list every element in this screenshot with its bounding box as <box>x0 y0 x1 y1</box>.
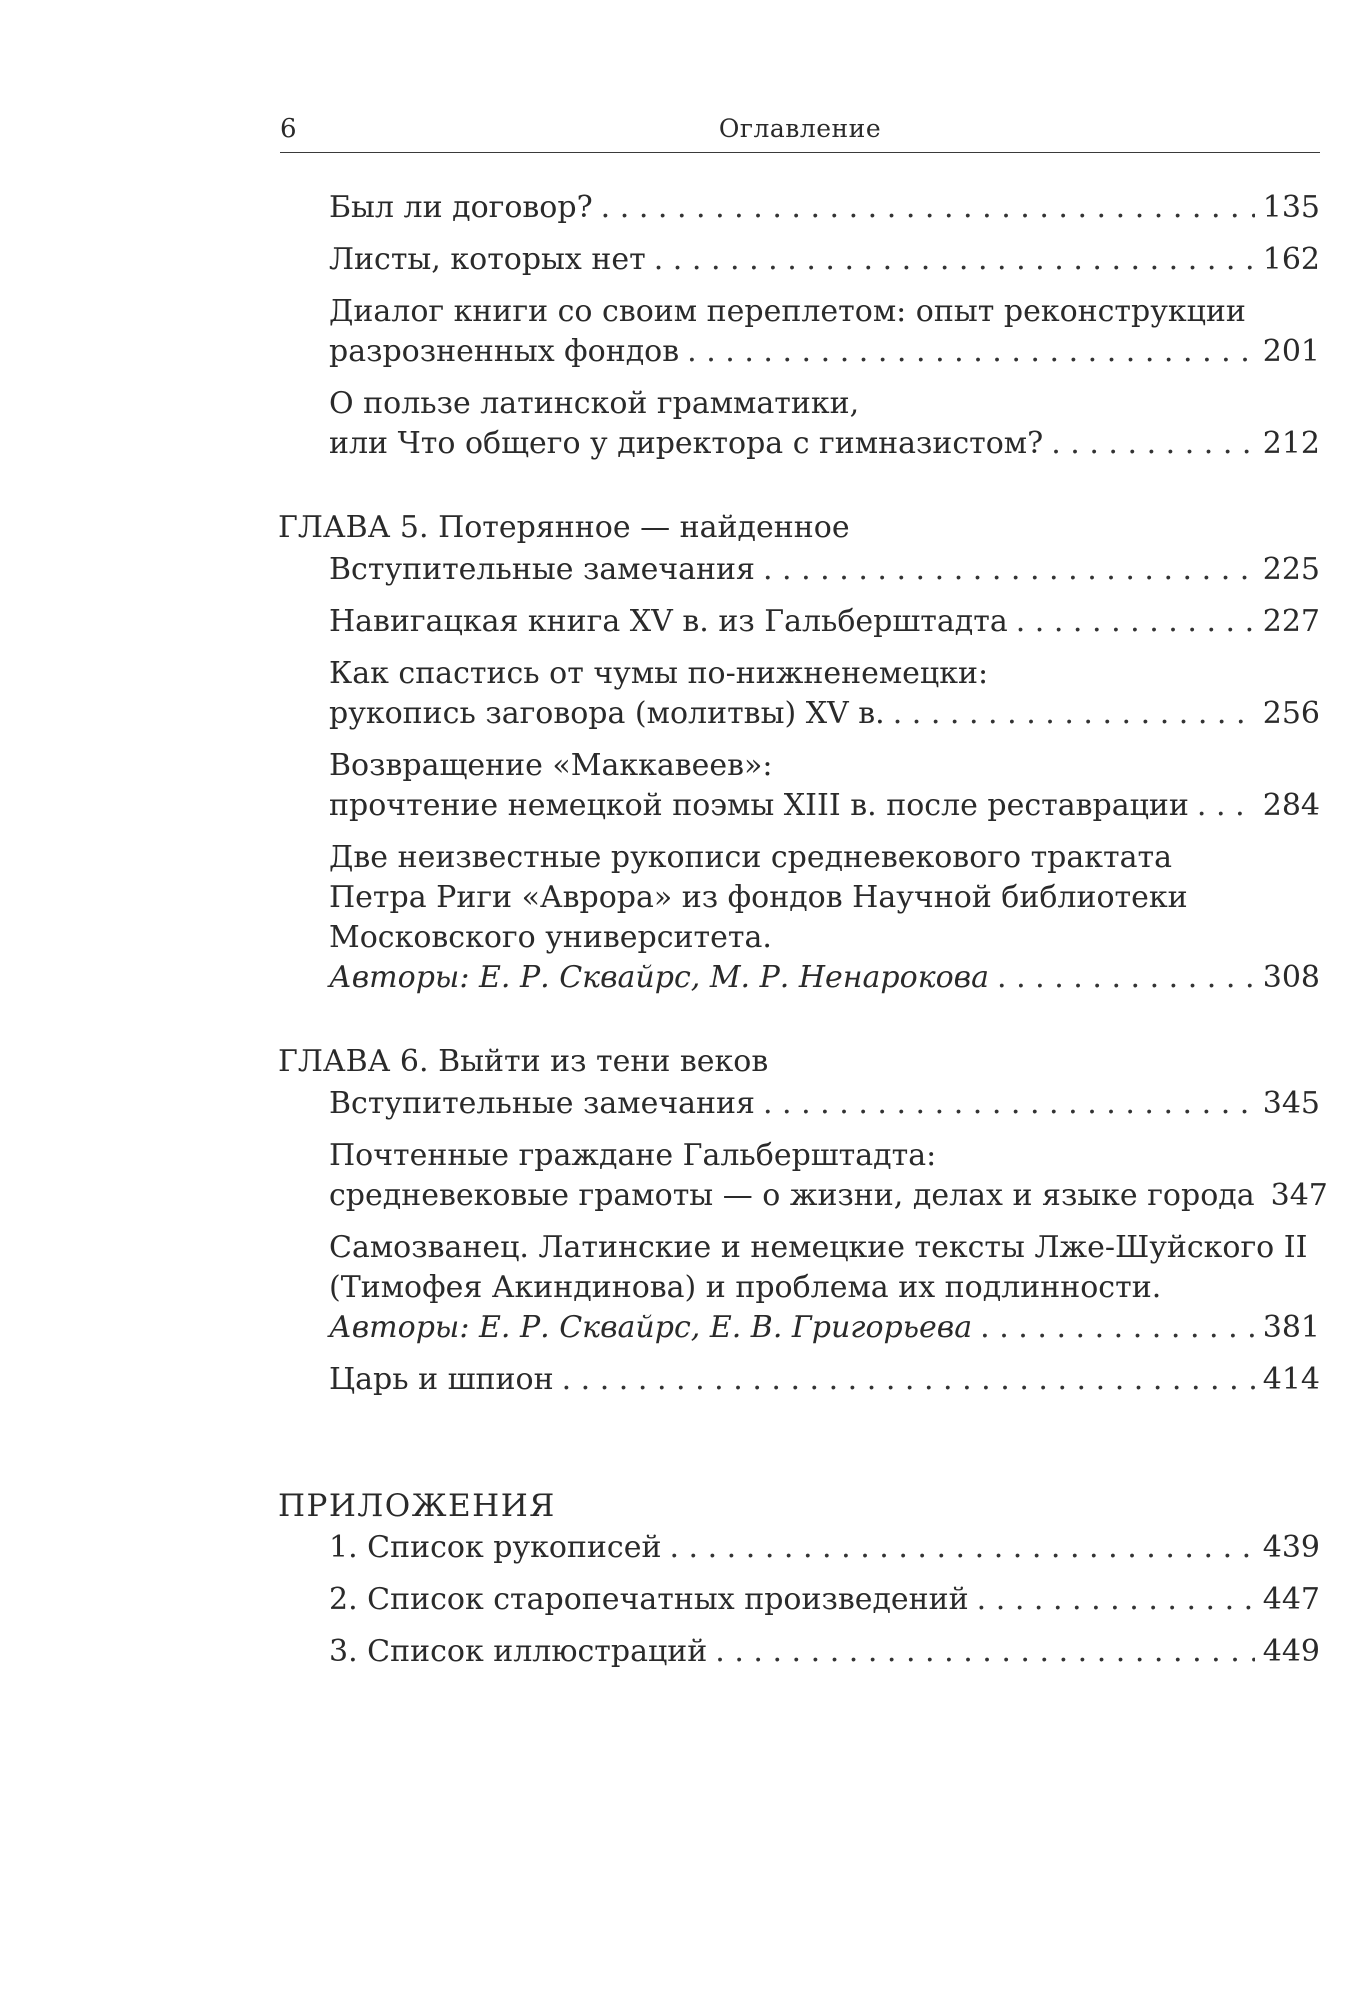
toc-entry-page-number: 449 <box>1262 1634 1320 1669</box>
dot-leader <box>1051 424 1255 464</box>
toc-section <box>278 1486 1320 1672</box>
toc-entry-title-line: Две неизвестные рукописи средневекового трактата <box>329 840 1172 875</box>
toc-entry[interactable] <box>329 1360 1320 1400</box>
toc-entry-leader-line <box>329 240 1320 280</box>
toc-entry-title: 3. Список иллюстраций <box>329 1634 708 1669</box>
toc-entry-title: Был ли договор? <box>329 190 593 225</box>
toc-entry-title: 2. Список старопечатных произведений <box>329 1582 969 1617</box>
toc-entry-page-number: 256 <box>1262 696 1320 731</box>
dot-leader <box>763 550 1255 590</box>
toc-entry-page-number: 284 <box>1262 788 1320 823</box>
toc-entry-title: Навигацкая книга XV в. из Гальберштадта <box>329 604 1008 639</box>
toc-entry-leader-line <box>329 1580 1320 1620</box>
dot-leader <box>1016 602 1255 642</box>
section-heading: ГЛАВА 6. Выйти из тени веков <box>278 1044 769 1079</box>
toc-entry-title-line: Самозванец. Латинские и немецкие тексты Лже-Шуйского II <box>329 1230 1308 1265</box>
toc-entry-page-number: 447 <box>1262 1582 1320 1617</box>
section-heading: ПРИЛОЖЕНИЯ <box>278 1488 556 1524</box>
toc-entry-leader-line <box>329 786 1320 826</box>
dot-leader <box>977 1580 1255 1620</box>
toc-entry-page-number: 227 <box>1262 604 1320 639</box>
toc-section <box>278 188 1320 464</box>
toc-entry-title: Вступительные замечания <box>329 552 755 587</box>
toc-entry[interactable] <box>329 746 1320 826</box>
toc-entry-title: или Что общего у директора с гимназистом? <box>329 426 1044 461</box>
toc-section <box>278 1042 1328 1400</box>
toc-entry-page-number: 414 <box>1262 1362 1320 1397</box>
toc-entry-leader-line <box>329 550 1320 590</box>
toc-entry-page-number: 345 <box>1262 1086 1320 1121</box>
toc-entry-title: Царь и шпион <box>329 1362 554 1397</box>
toc-entry-page-number: 381 <box>1262 1310 1320 1345</box>
toc-entry-title: 1. Список рукописей <box>329 1530 662 1565</box>
toc-entry[interactable] <box>329 838 1320 998</box>
toc-entry-leader-line <box>329 1308 1320 1348</box>
table-of-contents <box>278 188 1328 1684</box>
toc-entry[interactable] <box>329 292 1320 372</box>
toc-entry-page-number: 201 <box>1262 334 1320 369</box>
toc-entry-page-number: 439 <box>1262 1530 1320 1565</box>
toc-entry-page-number: 212 <box>1262 426 1320 461</box>
dot-leader <box>763 1084 1255 1124</box>
dot-leader <box>1197 786 1255 826</box>
toc-entry-leader-line <box>329 1528 1320 1568</box>
toc-entry-page-number: 162 <box>1262 242 1320 277</box>
toc-entry-page-number: 347 <box>1270 1178 1328 1213</box>
dot-leader <box>601 188 1255 228</box>
toc-entry[interactable] <box>329 384 1320 464</box>
toc-entry-page-number: 135 <box>1262 190 1320 225</box>
toc-entry[interactable] <box>329 602 1320 642</box>
toc-entry-title: рукопись заговора (молитвы) XV в. <box>329 696 885 731</box>
toc-entry[interactable] <box>329 550 1320 590</box>
toc-entry-leader-line <box>329 188 1320 228</box>
page-title: Оглавление <box>718 114 882 143</box>
toc-entry-leader-line <box>329 332 1320 372</box>
toc-entry-leader-line <box>329 1176 1328 1216</box>
toc-entry-leader-line <box>329 1632 1320 1672</box>
toc-entry-leader-line <box>329 958 1320 998</box>
toc-entry-title: Вступительные замечания <box>329 1086 755 1121</box>
dot-leader <box>669 1528 1254 1568</box>
dot-leader <box>893 694 1255 734</box>
toc-entry[interactable] <box>329 1580 1320 1620</box>
toc-entry-page-number: 308 <box>1262 960 1320 995</box>
toc-entry-leader-line <box>329 602 1320 642</box>
toc-entry-title: прочтение немецкой поэмы XIII в. после реставрации <box>329 788 1189 823</box>
toc-entry[interactable] <box>329 1136 1328 1216</box>
toc-entry-title-line: Как спастись от чумы по-нижненемецки: <box>329 656 989 691</box>
dot-leader <box>562 1360 1255 1400</box>
toc-entry-leader-line <box>329 694 1320 734</box>
dot-leader <box>997 958 1255 998</box>
toc-entry-leader-line <box>329 1360 1320 1400</box>
toc-entry-leader-line <box>329 424 1320 464</box>
toc-entry-authors: Авторы: Е. Р. Сквайрс, Е. В. Григорьева <box>329 1310 973 1345</box>
toc-entry-authors: Авторы: Е. Р. Сквайрс, М. Р. Ненарокова <box>329 960 990 995</box>
toc-entry[interactable] <box>329 654 1320 734</box>
toc-entry[interactable] <box>329 1084 1320 1124</box>
dot-leader <box>654 240 1255 280</box>
dot-leader <box>715 1632 1254 1672</box>
page-number: 6 <box>280 114 297 144</box>
toc-entry-title-line: Почтенные граждане Гальберштадта: <box>329 1138 937 1173</box>
toc-entry-title-line: Петра Риги «Аврора» из фондов Научной библиотеки <box>329 880 1188 915</box>
section-heading: ГЛАВА 5. Потерянное — найденное <box>278 510 850 545</box>
toc-entry[interactable] <box>329 1228 1320 1348</box>
toc-entry-title-line: (Тимофея Акиндинова) и проблема их подлинности. <box>329 1270 1162 1305</box>
running-head <box>280 106 1320 153</box>
toc-entry[interactable] <box>329 240 1320 280</box>
toc-section <box>278 508 1320 998</box>
toc-entry[interactable] <box>329 188 1320 228</box>
toc-entry-title-line: Диалог книги со своим переплетом: опыт реконструкции <box>329 294 1246 329</box>
dot-leader <box>980 1308 1255 1348</box>
dot-leader <box>687 332 1255 372</box>
toc-entry[interactable] <box>329 1632 1320 1672</box>
toc-entry-leader-line <box>329 1084 1320 1124</box>
toc-entry-title-line: Возвращение «Маккавеев»: <box>329 748 773 783</box>
toc-entry-title: разрозненных фондов <box>329 334 680 369</box>
toc-entry-title-line: Московского университета. <box>329 920 772 955</box>
toc-entry[interactable] <box>329 1528 1320 1568</box>
toc-entry-title: Листы, которых нет <box>329 242 646 277</box>
toc-entry-page-number: 225 <box>1262 552 1320 587</box>
toc-entry-title-line: О пользе латинской грамматики, <box>329 386 860 421</box>
toc-entry-title: средневековые грамоты — о жизни, делах и языке города <box>329 1178 1255 1213</box>
